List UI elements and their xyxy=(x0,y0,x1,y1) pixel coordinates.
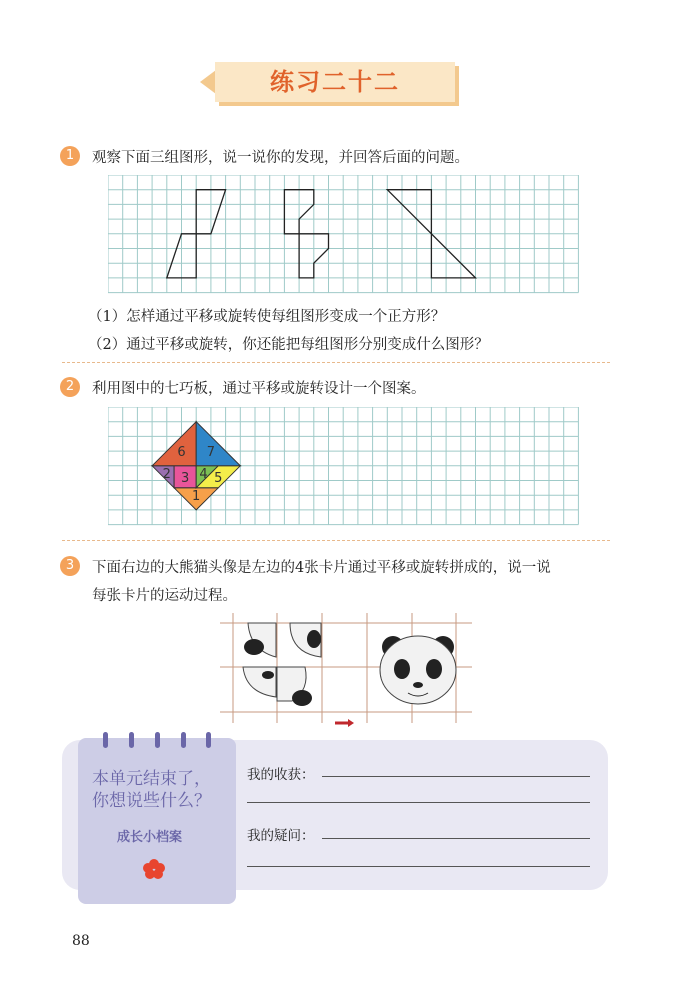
question-label: 我的疑问： xyxy=(247,828,315,844)
card-line-1: 本单元结束了， xyxy=(92,769,211,789)
tangram-piece-7 xyxy=(196,422,240,466)
gain-label: 我的收获： xyxy=(247,767,315,783)
tangram-label: 7 xyxy=(206,445,216,461)
binder-ring xyxy=(206,732,211,748)
panda-puzzle xyxy=(210,605,480,730)
tangram-label: 2 xyxy=(162,467,171,483)
card-label: 成长小档案 xyxy=(117,830,183,845)
binder-ring xyxy=(155,732,160,748)
tangram-label: 6 xyxy=(177,445,186,461)
divider xyxy=(62,362,610,363)
question-input-line-2[interactable] xyxy=(247,866,590,867)
flower-icon xyxy=(142,857,166,881)
panda-card-pieces xyxy=(243,623,321,706)
gain-input-line-2[interactable] xyxy=(247,802,590,803)
question-number-3: 3 xyxy=(60,556,80,576)
tangram-grid xyxy=(108,407,580,527)
tangram-label: 4 xyxy=(199,467,208,483)
grid-figures-q1 xyxy=(108,175,580,295)
tangram-label: 1 xyxy=(192,489,201,505)
question-number-2: 2 xyxy=(60,377,80,397)
page-title: 练习二十二 xyxy=(270,68,400,96)
question-1-text: 观察下面三组图形，说一说你的发现，并回答后面的问题。 xyxy=(92,150,469,166)
tangram-piece-6 xyxy=(152,422,196,466)
panda-head-icon xyxy=(380,636,456,704)
card-line-2: 你想说些什么？ xyxy=(92,791,211,811)
binder-ring xyxy=(129,732,134,748)
question-3-line-2: 每张卡片的运动过程。 xyxy=(92,588,237,604)
tangram-label: 3 xyxy=(181,470,190,486)
binder-ring xyxy=(103,732,108,748)
divider xyxy=(62,540,610,541)
title-arrow-decoration xyxy=(200,70,216,94)
tangram-label: 5 xyxy=(214,470,223,486)
question-2-text: 利用图中的七巧板，通过平移或旋转设计一个图案。 xyxy=(92,381,426,397)
question-input-line[interactable] xyxy=(322,838,590,839)
question-number-1: 1 xyxy=(60,146,80,166)
gain-input-line[interactable] xyxy=(322,776,590,777)
question-1-sub-1: （1）怎样通过平移或旋转使每组图形变成一个正方形？ xyxy=(88,309,446,325)
binder-ring xyxy=(181,732,186,748)
page-number: 88 xyxy=(72,933,90,949)
question-3-line-1: 下面右边的大熊猫头像是左边的4张卡片通过平移或旋转拼成的，说一说 xyxy=(92,560,551,576)
question-1-sub-2: （2）通过平移或旋转，你还能把每组图形分别变成什么图形？ xyxy=(88,337,489,353)
